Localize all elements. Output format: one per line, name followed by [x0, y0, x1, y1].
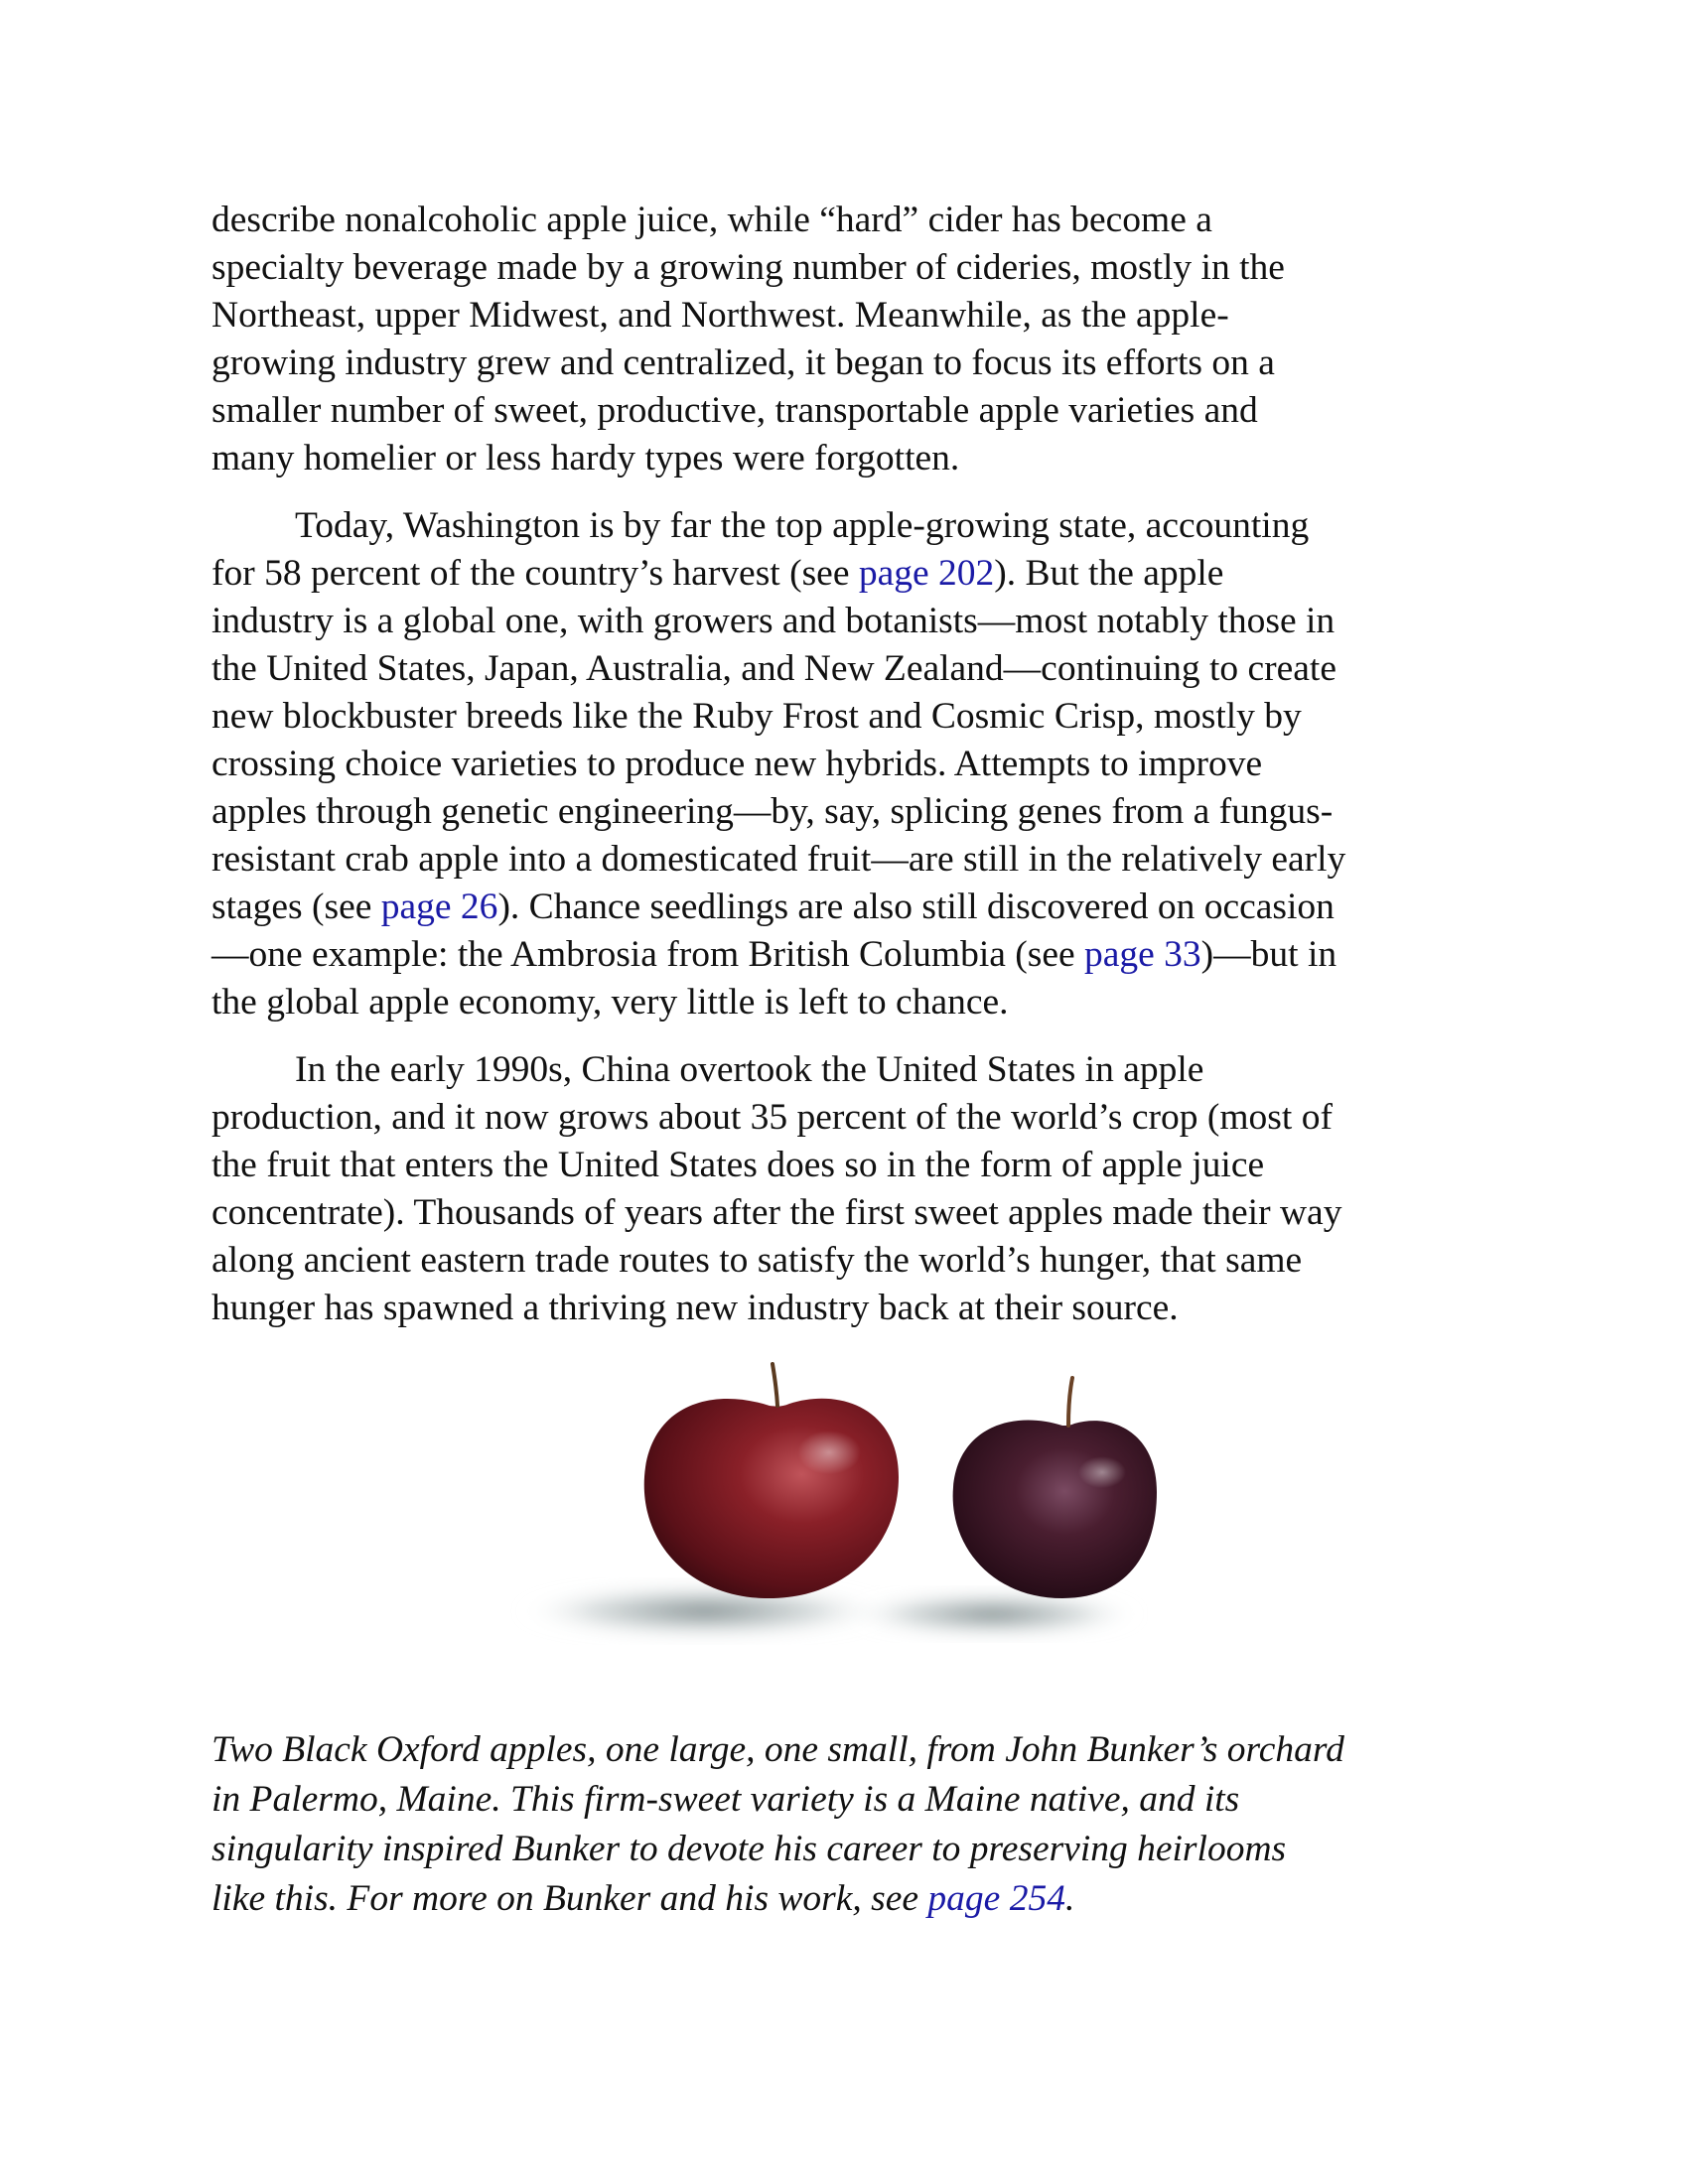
text-segment: ). But the apple [994, 553, 1224, 594]
page-link-202[interactable]: page 202 [858, 553, 995, 594]
text-line: concentrate). Thousands of years after the first sweet apples made their way [211, 1192, 1342, 1233]
body-text [211, 197, 1492, 1352]
text-line: industry is a global one, with growers and botanists—most notably those in [211, 601, 1336, 641]
large-apple-shadow [516, 1583, 894, 1639]
text-segment: for 58 percent of the country’s harvest (see [211, 553, 859, 594]
small-apple-shadow [844, 1590, 1142, 1638]
text-line: specialty beverage made by a growing number of cideries, mostly in the [211, 247, 1285, 288]
small-apple-icon [953, 1378, 1157, 1598]
text-line [211, 931, 1492, 979]
text-line: the global apple economy, very little is left to chance. [211, 982, 1009, 1023]
text-line [211, 550, 1492, 598]
text-line: many homelier or less hardy types were forgotten. [211, 438, 960, 478]
text-line: apples through genetic engineering—by, say, splicing genes from a fungus- [211, 791, 1334, 832]
text-line: describe nonalcoholic apple juice, while “hard” cider has become a [211, 200, 1212, 240]
large-apple-icon [644, 1364, 899, 1598]
text-segment: —one example: the Ambrosia from British Columbia (see [211, 934, 1084, 975]
caption-line: Two Black Oxford apples, one large, one small, from John Bunker’s orchard [211, 1729, 1344, 1770]
text-line: Today, Washington is by far the top apple-growing state, accounting [295, 505, 1310, 546]
text-line: production, and it now grows about 35 percent of the world’s crop (most of [211, 1097, 1333, 1138]
text-line: the fruit that enters the United States does so in the form of apple juice [211, 1145, 1265, 1185]
caption-segment: . [1064, 1878, 1075, 1919]
figure-caption [211, 1725, 1492, 1924]
text-segment: ). Chance seedlings are also still discovered on occasion [497, 887, 1335, 927]
apples-photo [0, 1189, 1688, 1686]
text-line: Northeast, upper Midwest, and Northwest. Meanwhile, as the apple- [211, 295, 1229, 336]
text-line: new blockbuster breeds like the Ruby Frost and Cosmic Crisp, mostly by [211, 696, 1302, 737]
text-line: In the early 1990s, China overtook the United States in apple [295, 1049, 1204, 1090]
caption-segment: like this. For more on Bunker and his work, see [211, 1878, 928, 1919]
caption-line: singularity inspired Bunker to devote his career to preserving heirlooms [211, 1829, 1287, 1869]
page-link-33[interactable]: page 33 [1084, 934, 1201, 975]
paragraph-washington [211, 502, 1492, 1026]
text-line: growing industry grew and centralized, it began to focus its efforts on a [211, 342, 1275, 383]
text-segment: stages (see [211, 887, 381, 927]
text-line: smaller number of sweet, productive, transportable apple varieties and [211, 390, 1258, 431]
text-line: resistant crab apple into a domesticated fruit—are still in the relatively early [211, 839, 1346, 880]
page-link-254[interactable]: page 254 [927, 1878, 1065, 1919]
text-segment: )—but in [1200, 934, 1337, 975]
text-line: crossing choice varieties to produce new hybrids. Attempts to improve [211, 744, 1263, 784]
text-line: along ancient eastern trade routes to satisfy the world’s hunger, that same [211, 1240, 1303, 1281]
paragraph-cider [211, 197, 1492, 482]
caption-line: in Palermo, Maine. This firm-sweet variety is a Maine native, and its [211, 1779, 1240, 1820]
text-line [211, 884, 1492, 931]
text-line: hunger has spawned a thriving new industry back at their source. [211, 1288, 1179, 1328]
caption-line [211, 1874, 1492, 1924]
black-oxford-apples-image [0, 1189, 1688, 1686]
text-line: the United States, Japan, Australia, and New Zealand—continuing to create [211, 648, 1336, 689]
page-link-26[interactable]: page 26 [380, 887, 498, 927]
